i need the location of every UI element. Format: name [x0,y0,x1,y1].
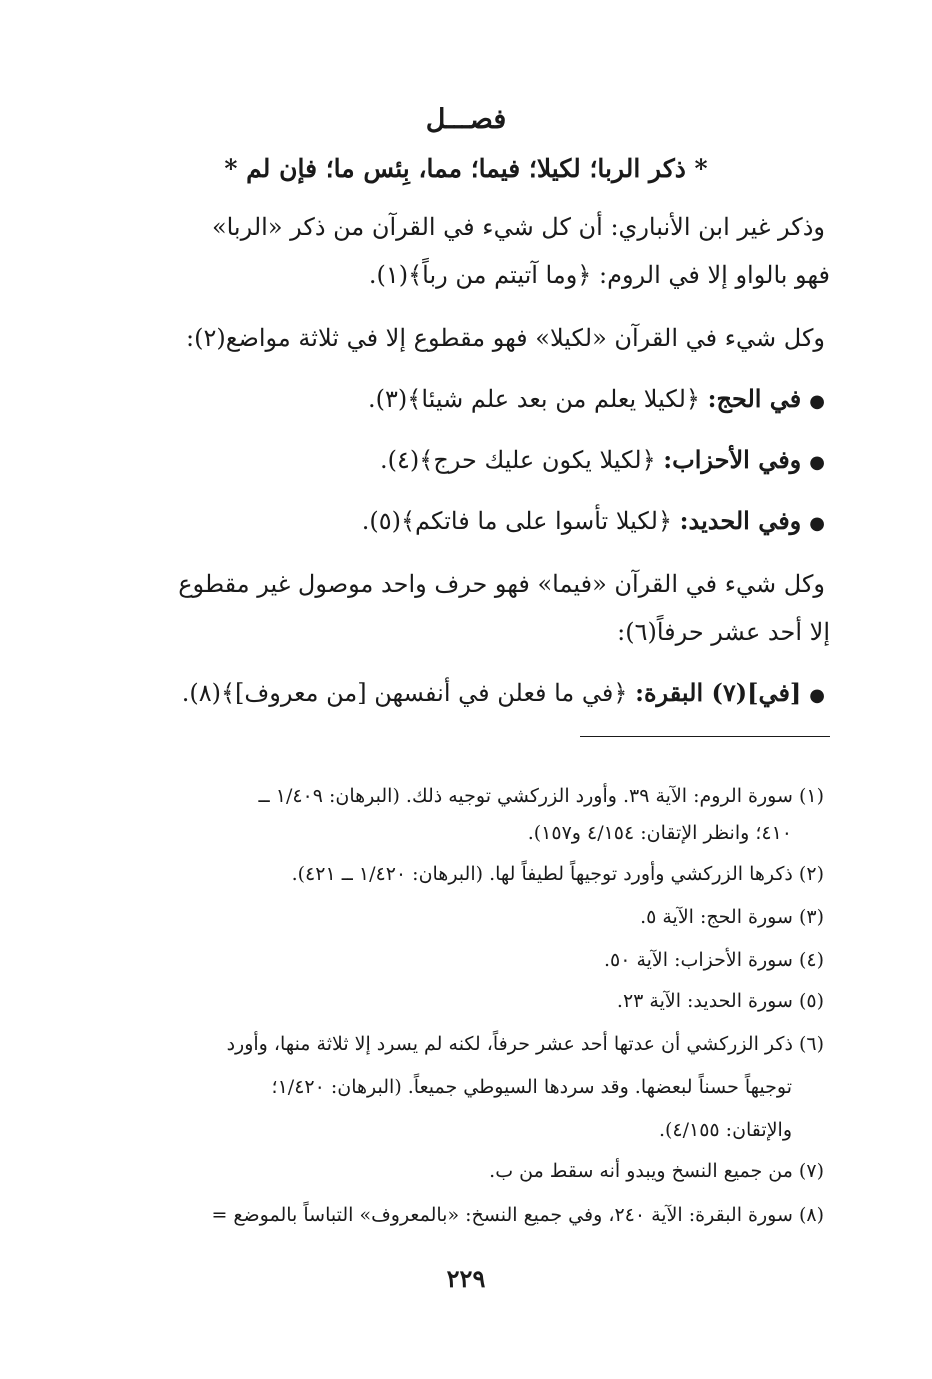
para3-line2: إلا أحد عشر حرفاً(٦): [617,618,830,646]
footnote-7: (٧) من جميع النسخ ويبدو أنه سقط من ب. [489,1160,824,1182]
footnote-6-line1: (٦) ذكر الزركشي أن عدتها أحد عشر حرفاً، لكنه لم يسرد إلا ثلاثة منها، وأورد [226,1033,824,1055]
bullet-item-baqara [182,676,825,713]
footnote-6-line2: توجيهاً حسناً لبعضها. وقد سردها السيوطي جميعاً. (البرهان: ١/٤٢٠؛ [271,1076,792,1098]
bullet-text: ﴿في ما فعلن في أنفسهن [من معروف]﴾(٨). [181,679,636,707]
bullet-item-ahzab [380,443,825,480]
bullet-place: [في](٧) البقرة: [635,678,802,707]
para1-line1: وذكر غير ابن الأنباري: أن كل شيء في القرآن من ذكر «الربا» [211,213,825,241]
bullet-text: ﴿لكيلا يكون عليك حرج﴾(٤). [380,446,664,474]
bullet-place: وفي الأحزاب: [663,445,802,474]
bullet-place: وفي الحديد: [679,506,802,535]
chapter-title: فصـــل [425,104,507,135]
para1-line2: فهو بالواو إلا في الروم: ﴿وما آتيتم من رباً﴾(١). [368,261,830,289]
page-number: ٢٢٩ [446,1264,486,1293]
footnote-separator [580,736,830,737]
para3-line1: وكل شيء في القرآن «فيما» فهو حرف واحد موصول غير مقطوع [178,570,825,598]
footnote-8: (٨) سورة البقرة: الآية ٢٤٠، وفي جميع النسخ: «بالمعروف» التباساً بالموضع = [211,1204,824,1226]
footnote-4: (٤) سورة الأحزاب: الآية ٥٠. [603,949,824,971]
footnote-5: (٥) سورة الحديد: الآية ٢٣. [616,990,824,1012]
footnote-1-line1: (١) سورة الروم: الآية ٣٩. وأورد الزركشي توجيه ذلك. (البرهان: ١/٤٠٩ ــ [258,785,824,807]
footnote-3: (٣) سورة الحج: الآية ٥. [640,906,824,928]
bullet-dot-icon: ● [809,452,825,473]
bullet-text: ﴿لكيلا تأسوا على ما فاتكم﴾(٥). [361,507,680,535]
bullet-text: ﴿لكيلا يعلم من بعد علم شيئا﴾(٣). [368,385,708,413]
para2-line: وكل شيء في القرآن «لكيلا» فهو مقطوع إلا في ثلاثة مواضع(٢): [185,324,825,352]
bullet-item-hajj [368,382,825,419]
footnote-1-line2: ٤١٠؛ وانظر الإتقان: ٤/١٥٤ و١٥٧). [527,822,792,844]
bullet-dot-icon: ● [809,513,825,534]
section-heading: * ذكر الربا؛ لكيلا؛ فيما؛ مما، بِئس ما؛ فإن لم * [224,154,708,183]
bullet-item-hadid [362,504,825,541]
bullet-dot-icon: ● [809,685,825,706]
bullet-place: في الحج: [707,384,802,413]
footnote-6-line3: والإتقان: ٤/١٥٥). [658,1119,792,1141]
footnote-2: (٢) ذكرها الزركشي وأورد توجيهاً لطيفاً لها. (البرهان: ١/٤٢٠ ــ ٤٢١). [291,863,824,885]
bullet-dot-icon: ● [809,391,825,412]
